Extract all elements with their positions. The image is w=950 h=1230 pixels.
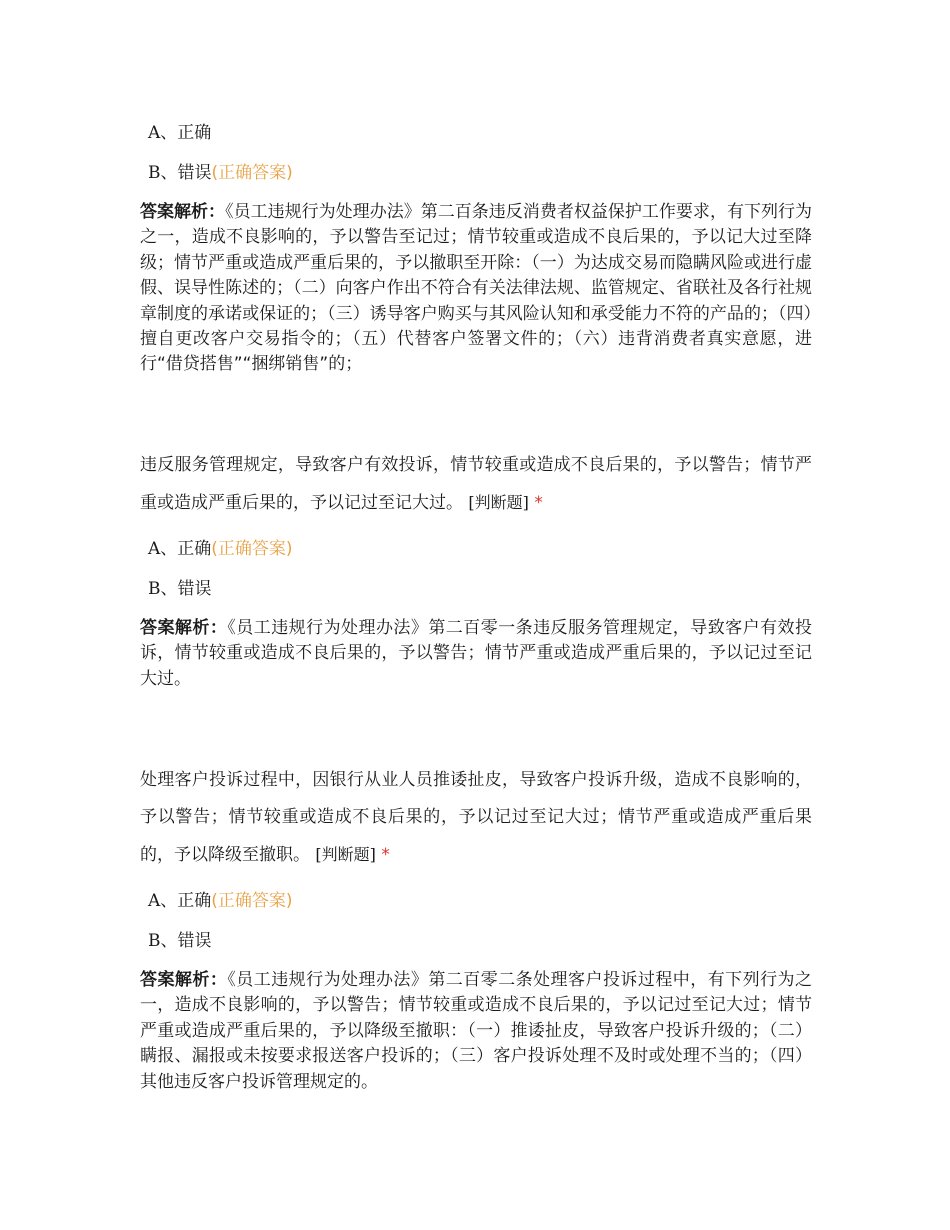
analysis-text: 《员工违规行为处理办法》第二百零一条违反服务管理规定，导致客户有效投诉，情节较重或造成不良后果的，予以警告；情节严重或造成严重后果的，予以记过至记大过。	[140, 618, 813, 689]
answer-analysis	[140, 200, 812, 378]
answer-analysis	[140, 968, 812, 1095]
option-text: A、正确	[148, 891, 212, 911]
analysis-text: 《员工违规行为处理办法》第二百零二条处理客户投诉过程中，有下列行为之一，造成不良影响的，予以警告；情节较重或造成不良后果的，予以记过至记大过；情节严重或造成严重后果的，予以降级至撤职：（一）推诿扯皮，导致客户投诉升级的；（二）瞒报、漏报或未按要求报送客户投诉的；（三）客户投诉处理不及时或处理不当的；（四）其他违反客户投诉管理规定的。	[140, 970, 813, 1092]
question-body: 处理客户投诉过程中，因银行从业人员推诿扯皮，导致客户投诉升级，造成不良影响的，予以警告；情节较重或造成不良后果的，予以记过至记大过；情节严重或造成严重后果的，予以降级至撤职。	[140, 770, 812, 865]
required-mark: *	[381, 845, 390, 865]
option-b[interactable]	[148, 929, 212, 953]
required-mark: *	[534, 493, 543, 513]
correct-answer-label: (正确答案)	[211, 891, 293, 911]
question-body: 违反服务管理规定，导致客户有效投诉，情节较重或造成不良后果的，予以警告；情节严重或造成严重后果的，予以记过至记大过。	[140, 455, 812, 513]
option-text: B、错误	[148, 163, 212, 183]
question-text	[140, 762, 812, 874]
option-b[interactable]	[148, 161, 293, 185]
analysis-text: 《员工违规行为处理办法》第二百条违反消费者权益保护工作要求，有下列行为之一，造成不良影响的，予以警告至记过；情节较重或造成不良后果的，予以记大过至降级；情节严重或造成严重后果的，予以撤职至开除：（一）为达成交易而隐瞒风险或进行虚假、误导性陈述的；（二）向客户作出不符合有关法律法规、监管规定、省联社及各行社规章制度的承诺或保证的；（三）诱导客户购买与其风险认知和承受能力不符的产品的；（四）擅自更改客户交易指令的；（五）代替客户签署文件的；（六）违背消费者真实意愿，进行“借贷搭售”“捆绑销售”的；	[140, 202, 813, 375]
correct-answer-label: (正确答案)	[211, 539, 293, 559]
option-a[interactable]	[148, 121, 211, 145]
option-text: A、正确	[148, 123, 212, 143]
option-a[interactable]	[148, 537, 293, 561]
analysis-label: 答案解析：	[140, 202, 226, 222]
option-text: A、正确	[148, 539, 212, 559]
option-text: B、错误	[148, 931, 212, 951]
answer-analysis	[140, 616, 812, 692]
question-text	[140, 447, 812, 522]
option-a[interactable]	[148, 889, 293, 913]
option-b[interactable]	[148, 577, 212, 601]
analysis-label: 答案解析：	[140, 970, 228, 990]
analysis-label: 答案解析：	[140, 618, 228, 638]
option-text: B、错误	[148, 579, 212, 599]
correct-answer-label: (正确答案)	[211, 163, 293, 183]
question-type: [判断题]	[468, 493, 529, 512]
question-type: [判断题]	[315, 845, 376, 864]
